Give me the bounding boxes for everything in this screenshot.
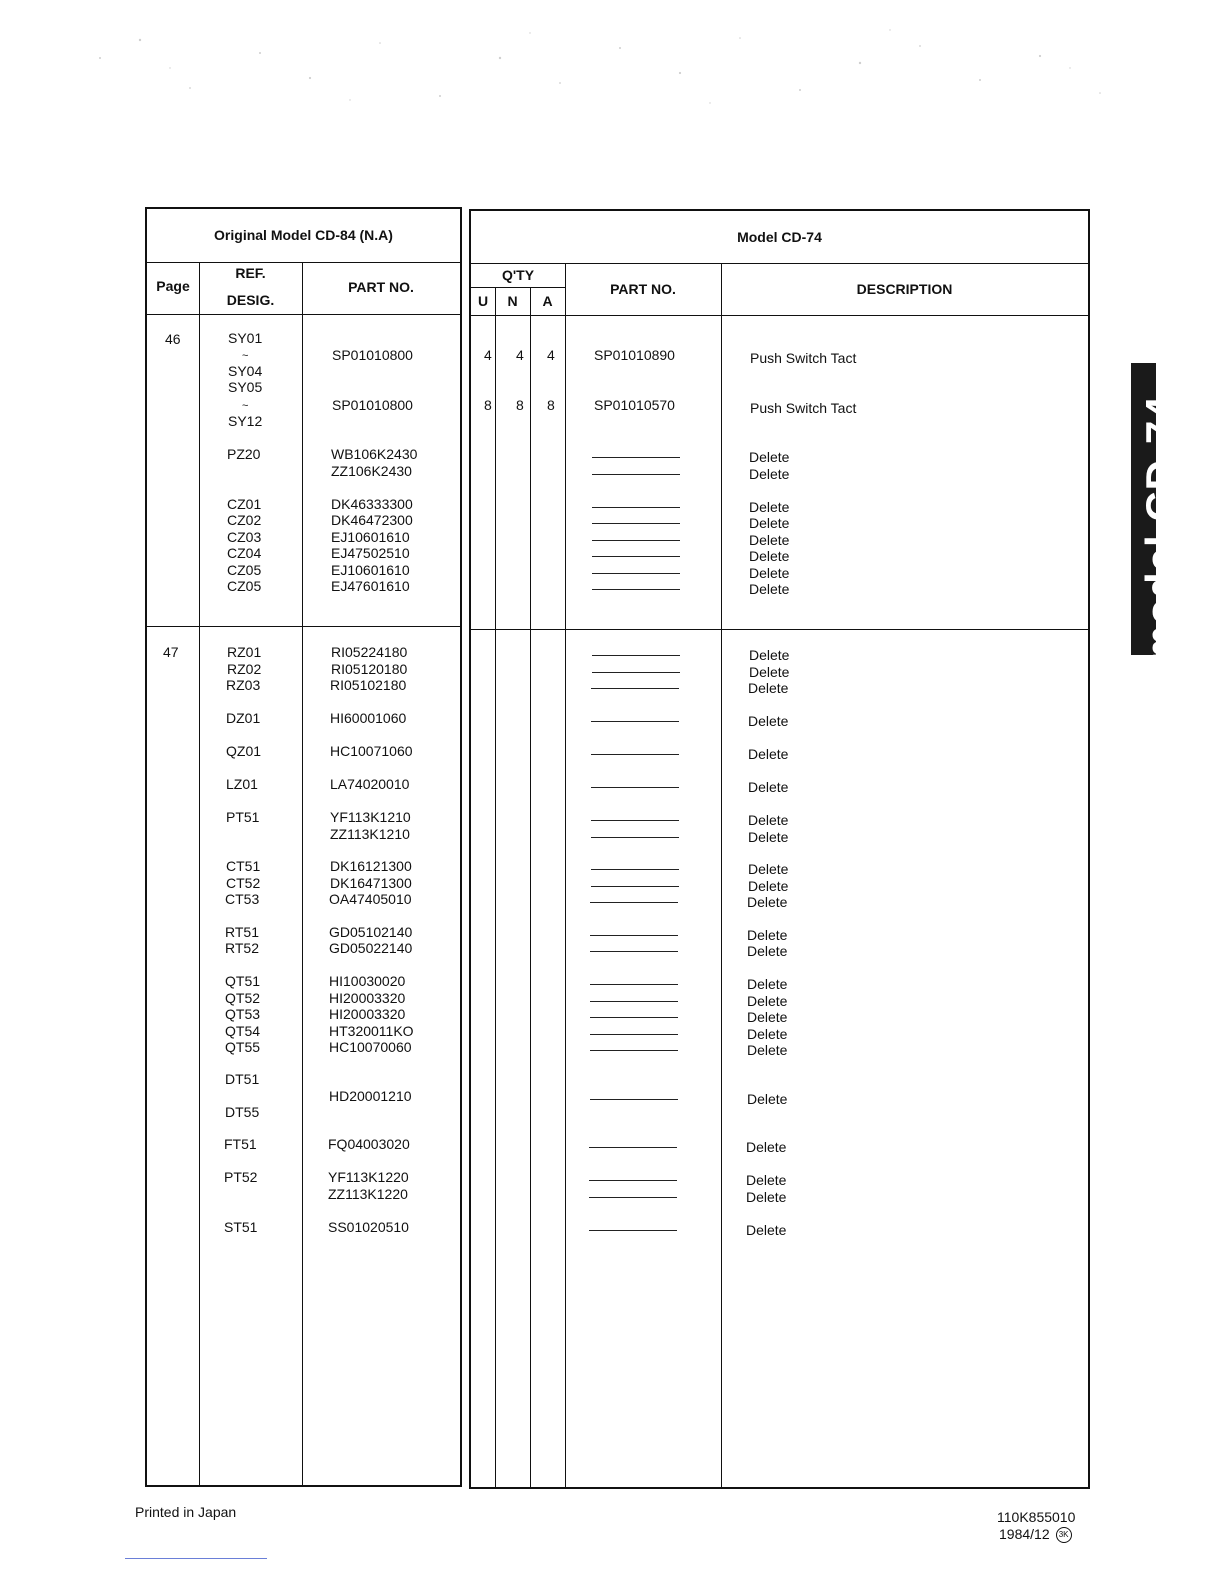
- part-description: Delete: [749, 565, 790, 581]
- page-number: 47: [163, 644, 179, 660]
- footer-date-line: [999, 1526, 1072, 1543]
- original-model-title: Original Model CD-84 (N.A): [214, 227, 393, 243]
- deleted-part-dash: [589, 1230, 677, 1231]
- deleted-part-dash: [591, 787, 679, 788]
- ref-designator: CZ03: [227, 529, 262, 545]
- ref-designator: PT52: [224, 1169, 258, 1185]
- qty-a: 8: [547, 397, 555, 413]
- deleted-part-dash: [592, 655, 680, 656]
- part-description: Delete: [749, 581, 790, 597]
- ref-designator: PZ20: [227, 446, 261, 462]
- part-description: Delete: [748, 746, 789, 762]
- col-u-header: U: [477, 293, 489, 309]
- deleted-part-dash: [592, 540, 680, 541]
- original-part-number: YF113K1220: [328, 1169, 409, 1185]
- deleted-part-dash: [590, 1099, 678, 1100]
- part-description: Delete: [746, 1139, 787, 1155]
- original-part-number: EJ10601610: [331, 529, 410, 545]
- part-description: Delete: [748, 713, 789, 729]
- deleted-part-dash: [591, 820, 679, 821]
- ref-designator: RZ03: [226, 677, 261, 693]
- col-ref-header-2: DESIG.: [226, 292, 275, 308]
- part-description: Push Switch Tact: [750, 400, 857, 416]
- original-part-number: SP01010800: [332, 397, 413, 413]
- original-part-number: DK46472300: [331, 512, 413, 528]
- part-description: Delete: [747, 894, 788, 910]
- ref-designator: QT55: [225, 1039, 261, 1055]
- part-description: Delete: [747, 1009, 788, 1025]
- deleted-part-dash: [592, 457, 680, 458]
- original-part-number: SS01020510: [328, 1219, 409, 1235]
- qty-u: 4: [484, 347, 492, 363]
- ref-range-mark: ~: [242, 400, 249, 412]
- original-model-table: [145, 207, 462, 1487]
- ref-designator: QT52: [225, 990, 261, 1006]
- original-part-number: GD05022140: [329, 940, 413, 956]
- part-description: Delete: [749, 664, 790, 680]
- qty-n: 8: [516, 397, 524, 413]
- document-code: 110K855010: [997, 1509, 1076, 1525]
- original-part-number: EJ10601610: [331, 562, 410, 578]
- deleted-part-dash: [591, 837, 679, 838]
- part-description: Delete: [749, 499, 790, 515]
- col-n-header: N: [507, 293, 518, 309]
- qty-n: 4: [516, 347, 524, 363]
- deleted-part-dash: [590, 1001, 678, 1002]
- side-tab: [1131, 363, 1184, 663]
- deleted-part-dash: [589, 1147, 677, 1148]
- part-description: Delete: [749, 548, 790, 564]
- model-cd74-title: Model CD-74: [737, 229, 822, 245]
- original-part-number: HI60001060: [330, 710, 407, 726]
- ref-designator: CT52: [226, 875, 261, 891]
- deleted-part-dash: [592, 523, 680, 524]
- document-date: 1984/12: [999, 1526, 1050, 1542]
- deleted-part-dash: [592, 672, 680, 673]
- original-part-number: ZZ113K1220: [328, 1186, 408, 1202]
- part-description: Delete: [746, 1189, 787, 1205]
- part-description: Delete: [747, 1091, 788, 1107]
- original-part-number: ZZ106K2430: [331, 463, 412, 479]
- ref-designator: CZ04: [227, 545, 262, 561]
- original-part-number: LA74020010: [330, 776, 410, 792]
- part-description: Delete: [749, 532, 790, 548]
- ref-designator: QZ01: [226, 743, 262, 759]
- deleted-part-dash: [591, 869, 679, 870]
- original-part-number: FQ04003020: [328, 1136, 410, 1152]
- original-part-number: HI10030020: [329, 973, 406, 989]
- ref-designator: RT51: [225, 924, 259, 940]
- original-part-number: HD20001210: [329, 1088, 412, 1104]
- part-description: Delete: [748, 829, 789, 845]
- ref-range-mark: ~: [242, 350, 249, 362]
- blue-underline: [125, 1558, 267, 1559]
- ref-designator: SY05: [228, 379, 263, 395]
- part-description: Delete: [748, 812, 789, 828]
- deleted-part-dash: [592, 507, 680, 508]
- part-description: Delete: [747, 943, 788, 959]
- original-part-number: HC10071060: [330, 743, 413, 759]
- qty-a: 4: [547, 347, 555, 363]
- ref-designator: FT51: [224, 1136, 257, 1152]
- deleted-part-dash: [591, 688, 679, 689]
- ref-designator: CZ02: [227, 512, 262, 528]
- ref-designator: DT55: [225, 1104, 260, 1120]
- part-description: Delete: [749, 647, 790, 663]
- part-description: Delete: [748, 878, 789, 894]
- deleted-part-dash: [590, 1050, 678, 1051]
- ref-designator: ST51: [224, 1219, 258, 1235]
- printed-in-japan: Printed in Japan: [135, 1504, 237, 1520]
- original-part-number: ZZ113K1210: [330, 826, 410, 842]
- col-qty-header: Q'TY: [501, 267, 535, 283]
- part-description: Delete: [746, 1222, 787, 1238]
- deleted-part-dash: [591, 754, 679, 755]
- col-newpart-header: PART NO.: [610, 281, 676, 297]
- ref-designator: QT53: [225, 1006, 261, 1022]
- ref-designator: CZ01: [227, 496, 262, 512]
- original-part-number: SP01010800: [332, 347, 413, 363]
- ref-designator: QT54: [225, 1023, 261, 1039]
- original-part-number: HT320011KO: [329, 1023, 414, 1039]
- ref-designator: RZ02: [227, 661, 262, 677]
- side-tab-label: model CD-74: [1137, 395, 1184, 663]
- qty-u: 8: [484, 397, 492, 413]
- part-description: Delete: [748, 861, 789, 877]
- new-part-number: SP01010890: [594, 347, 675, 363]
- original-part-number: RI05120180: [331, 661, 408, 677]
- deleted-part-dash: [592, 573, 680, 574]
- original-part-number: DK16471300: [330, 875, 412, 891]
- deleted-part-dash: [592, 556, 680, 557]
- ref-designator: SY01: [228, 330, 263, 346]
- original-part-number: DK46333300: [331, 496, 413, 512]
- ref-designator: RT52: [225, 940, 259, 956]
- ref-designator: RZ01: [227, 644, 262, 660]
- stamp-mark: 3K: [1056, 1527, 1072, 1543]
- part-description: Delete: [747, 1042, 788, 1058]
- new-part-number: SP01010570: [594, 397, 675, 413]
- original-part-number: EJ47601610: [331, 578, 410, 594]
- deleted-part-dash: [590, 951, 678, 952]
- ref-designator: QT51: [225, 973, 261, 989]
- part-description: Delete: [747, 976, 788, 992]
- col-page-header: Page: [156, 278, 190, 294]
- part-description: Delete: [748, 779, 789, 795]
- ref-designator: CZ05: [227, 578, 262, 594]
- part-description: Delete: [747, 927, 788, 943]
- scan-noise-band: [80, 18, 1160, 113]
- ref-designator: DT51: [225, 1071, 260, 1087]
- original-part-number: DK16121300: [330, 858, 412, 874]
- ref-designator: SY04: [228, 363, 263, 379]
- original-part-number: OA47405010: [329, 891, 412, 907]
- part-description: Delete: [747, 1026, 788, 1042]
- original-part-number: GD05102140: [329, 924, 413, 940]
- part-description: Push Switch Tact: [750, 350, 857, 366]
- page-number: 46: [165, 331, 181, 347]
- ref-designator: CT51: [226, 858, 261, 874]
- deleted-part-dash: [589, 1197, 677, 1198]
- original-part-number: HI20003320: [329, 1006, 406, 1022]
- original-part-number: WB106K2430: [331, 446, 418, 462]
- part-description: Delete: [749, 466, 790, 482]
- part-description: Delete: [747, 993, 788, 1009]
- original-part-number: HC10070060: [329, 1039, 412, 1055]
- ref-designator: LZ01: [226, 776, 258, 792]
- part-description: Delete: [749, 515, 790, 531]
- part-description: Delete: [749, 449, 790, 465]
- original-part-number: HI20003320: [329, 990, 406, 1006]
- deleted-part-dash: [590, 1034, 678, 1035]
- deleted-part-dash: [592, 474, 680, 475]
- ref-designator: DZ01: [226, 710, 261, 726]
- col-partno-header: PART NO.: [348, 279, 414, 295]
- deleted-part-dash: [589, 1180, 677, 1181]
- ref-designator: PT51: [226, 809, 260, 825]
- col-ref-header-1: REF.: [235, 265, 266, 281]
- deleted-part-dash: [590, 902, 678, 903]
- part-description: Delete: [748, 680, 789, 696]
- original-part-number: RI05224180: [331, 644, 408, 660]
- ref-designator: CT53: [225, 891, 260, 907]
- deleted-part-dash: [591, 721, 679, 722]
- deleted-part-dash: [591, 886, 679, 887]
- deleted-part-dash: [590, 935, 678, 936]
- original-part-number: YF113K1210: [330, 809, 411, 825]
- deleted-part-dash: [590, 1017, 678, 1018]
- deleted-part-dash: [590, 984, 678, 985]
- original-part-number: EJ47502510: [331, 545, 410, 561]
- ref-designator: CZ05: [227, 562, 262, 578]
- deleted-part-dash: [592, 589, 680, 590]
- col-a-header: A: [542, 293, 553, 309]
- original-part-number: RI05102180: [330, 677, 407, 693]
- col-description-header: DESCRIPTION: [856, 281, 953, 297]
- ref-designator: SY12: [228, 413, 263, 429]
- part-description: Delete: [746, 1172, 787, 1188]
